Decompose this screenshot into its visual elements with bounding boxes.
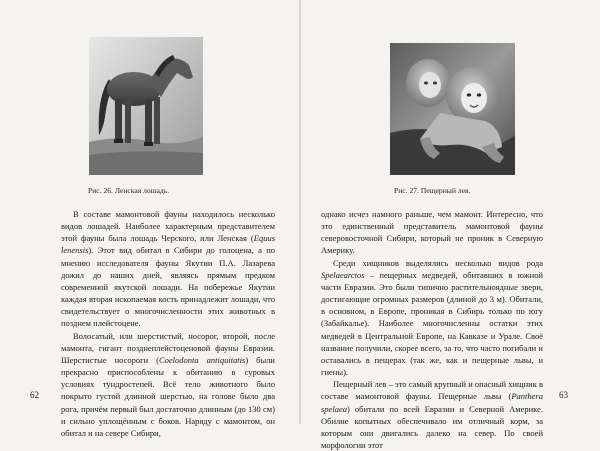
left-page [0,0,299,438]
figure-caption-26: Рис. 26. Ленская лошадь. [88,186,170,195]
cave-lions-drawing [390,43,515,175]
paragraph-text: Волосатый, или шерстистый, носорог, второй, после мамонта, гигант позднеплейстоценовой фауны Евразии. Шерстистые носороги ( [61,330,275,365]
right-body-text [321,208,543,451]
paragraph-text: В составе мамонтовой фауны находилось несколько видов лошадей. Наиболее характерным представителем этой фауны была лошадь Черского, или Ленская ( [61,209,275,244]
latin-species-name: Panthera spelaea [321,391,543,414]
paragraph-text: – пещерных медведей, обитавших в южной части Евразии. Это были типично растительноядные звери, достигающие огромных размеров (длиной до 3 м). Обитали, в основном, в Европе, проникая в Сибирь только по югу (Забайкалье). Наиболее многочисленны остатки этих медведей в Центральной Европе, на Кавказе и Урале. Своё название получили, скорее всего, за то, что часто погибали и оставались в пещерах (так же, как и пещерные львы, и гиены). [321,269,543,378]
paragraph [61,208,275,330]
paragraph [321,208,543,257]
paragraph [61,330,275,439]
page-number-right: 63 [559,390,568,400]
paragraph-text: однако исчез намного раньше, чем мамонт. Интересно, что это единственный представитель мамонтовой фауны северовосточной Сибири, который не проник в Северную Америку. [321,209,543,256]
paragraph-text: ) были прекрасно приспособлены к обитанию в суровых условиях тундростепей. Всё тело животного было покрыто густой длинной шерстью, на голове было два рога, причём первый был достаточно длинным (до 130 см) и сильно уплощённым с боков. Наряду с мамонтом, он обитал и на севере Сибири, [61,354,275,438]
paragraph [321,378,543,451]
paragraph-text: ) обитали по всей Евразии и Северной Америке. Обилие копытных обеспечивало им отличный корм, за которым они двигались далеко на север. По своей морфологии этот [321,403,543,450]
paragraph-text: Пещерный лев – это самый крупный и опасный хищник в составе мамонтовой фауны. Пещерные львы ( [321,379,543,402]
paragraph [321,257,543,379]
horse-drawing [89,37,203,175]
latin-species-name: Spelaearctos [321,269,365,280]
right-page [301,0,600,450]
page-number-left: 62 [30,390,39,400]
left-body-text [61,208,275,439]
cave-lion-illustration [390,43,515,175]
latin-species-name: Equus lenensis [61,233,275,256]
lena-horse-illustration [89,37,203,175]
paragraph-text: ). Этот вид обитал в Сибири до голоцена, а по мнению исследователя фауны Якутии П.А. Лазарева дожил до наших дней, являясь прямым предком современной якутской лошади. На побережье Якутии каждая вторая ископаемая кость принадлежит лошади, что свидетельствует о многочисленности этих животных в позднем плейстоцене. [61,245,275,329]
figure-caption-27: Рис. 27. Пещерный лев. [394,186,471,195]
latin-species-name: Coelodonta antiquitatis [158,354,246,365]
paragraph-text: Среди хищников выделялись несколько видов рода [333,257,543,268]
